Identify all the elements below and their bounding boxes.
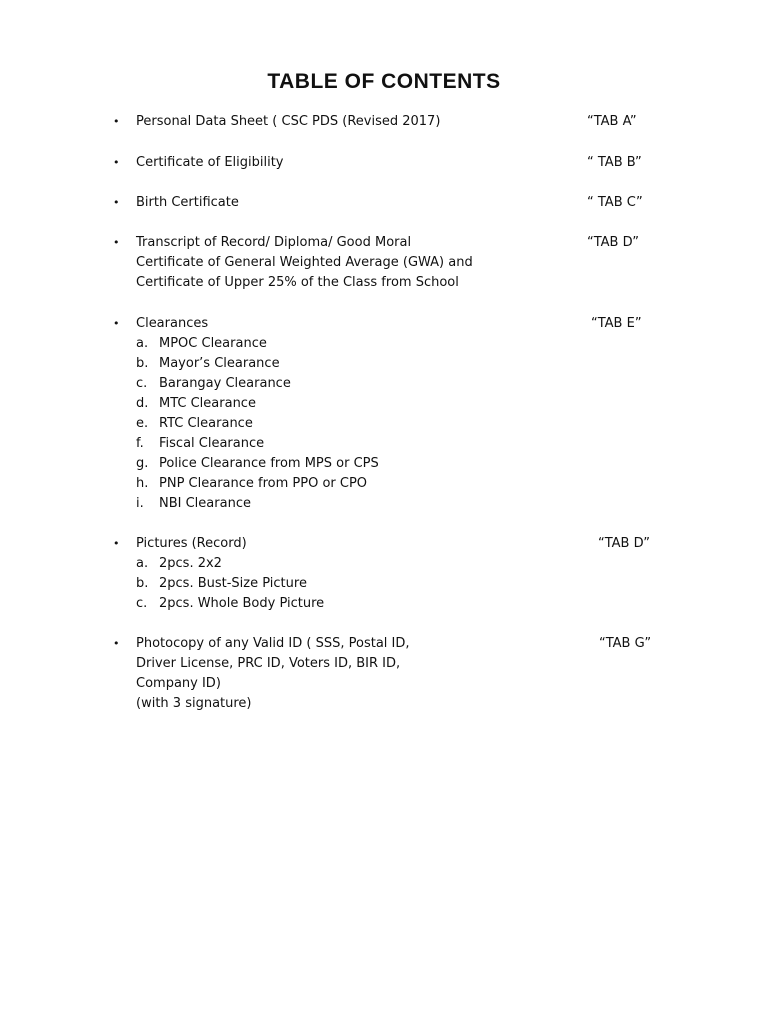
sub-item-label: RTC Clearance (159, 416, 253, 431)
entry-text-line: Photocopy of any Valid ID ( SSS, Postal ID, (136, 636, 410, 651)
entry-text-line: Driver License, PRC ID, Voters ID, BIR ID, (136, 656, 401, 671)
sub-item-letter: h. (136, 476, 149, 491)
sub-list (136, 554, 576, 614)
sub-item-label: PNP Clearance from PPO or CPO (159, 476, 368, 491)
entry-text-line: Company ID) (136, 676, 221, 691)
sub-list-item (136, 494, 576, 514)
sub-list-item (136, 394, 576, 414)
sub-item-label: MTC Clearance (159, 396, 256, 411)
sub-item-letter: e. (136, 416, 149, 431)
tab-label: “TAB A” (587, 114, 637, 129)
bullet-icon: • (113, 637, 120, 650)
sub-item-letter: b. (136, 356, 149, 371)
sub-item-letter: d. (136, 396, 149, 411)
sub-list-item (136, 594, 576, 614)
entry-text-line: Certificate of Eligibility (136, 155, 284, 170)
sub-item-label: Mayor’s Clearance (159, 356, 280, 371)
entry-text-line: Clearances (136, 316, 209, 331)
entry-text-line: Personal Data Sheet ( CSC PDS (Revised 2017) (136, 114, 441, 129)
entry-text-line: Transcript of Record/ Diploma/ Good Moral (136, 235, 412, 250)
sub-item-label: 2pcs. Bust-Size Picture (159, 576, 307, 591)
sub-list-item (136, 554, 576, 574)
sub-list-item (136, 354, 576, 374)
bullet-icon: • (113, 156, 120, 169)
entry-text-line: Certificate of General Weighted Average (GWA) and (136, 255, 473, 270)
tab-label: “ TAB B” (587, 155, 642, 170)
sub-list (136, 334, 576, 514)
sub-item-letter: a. (136, 336, 149, 351)
sub-list-item (136, 434, 576, 454)
sub-item-label: Police Clearance from MPS or CPS (159, 456, 379, 471)
tab-label: “TAB G” (599, 636, 652, 651)
sub-item-label: 2pcs. 2x2 (159, 556, 222, 571)
sub-item-label: NBI Clearance (159, 496, 251, 511)
entry-text-line: (with 3 signature) (136, 696, 252, 711)
sub-list-item (136, 374, 576, 394)
sub-list-item (136, 414, 576, 434)
sub-item-letter: b. (136, 576, 149, 591)
sub-item-letter: i. (136, 496, 144, 511)
sub-list-item (136, 574, 576, 594)
entry-text-line: Pictures (Record) (136, 536, 247, 551)
bullet-icon: • (113, 115, 120, 128)
sub-list-item (136, 334, 576, 354)
entry-text-line: Certificate of Upper 25% of the Class from School (136, 275, 459, 290)
sub-list-item (136, 474, 576, 494)
sub-item-letter: f. (136, 436, 144, 451)
bullet-icon: • (113, 196, 120, 209)
bullet-icon: • (113, 317, 120, 330)
bullet-icon: • (113, 537, 120, 550)
sub-list-item (136, 454, 576, 474)
sub-item-letter: g. (136, 456, 149, 471)
tab-label: “TAB D” (587, 235, 640, 250)
sub-item-letter: c. (136, 596, 148, 611)
entry-text-line: Birth Certificate (136, 195, 239, 210)
sub-item-label: Fiscal Clearance (159, 436, 265, 451)
bullet-icon: • (113, 236, 120, 249)
tab-label: “TAB E” (591, 316, 642, 331)
sub-item-letter: c. (136, 376, 148, 391)
sub-item-letter: a. (136, 556, 149, 571)
sub-item-label: MPOC Clearance (159, 336, 267, 351)
tab-label: “TAB D” (598, 536, 651, 551)
sub-item-label: 2pcs. Whole Body Picture (159, 596, 325, 611)
sub-item-label: Barangay Clearance (159, 376, 291, 391)
tab-label: “ TAB C” (587, 195, 643, 210)
page-title: TABLE OF CONTENTS (267, 70, 501, 93)
